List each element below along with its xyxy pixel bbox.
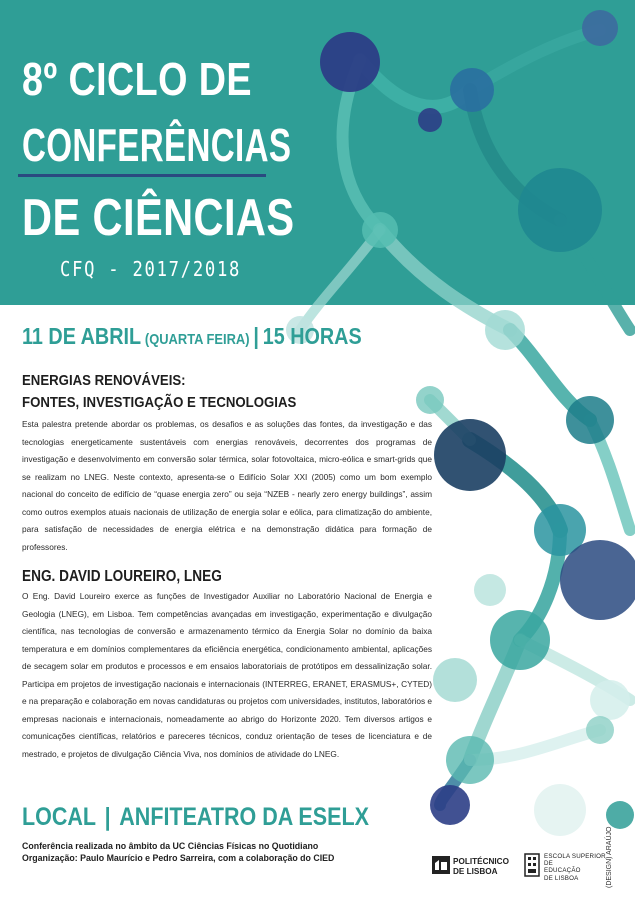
speaker-bio: O Eng. David Loureiro exerce as funções de Investigador Auxiliar no Laboratório Nacional de Energia e Geologia (LNEG), em Lisboa. Tem competências avançadas em investigação, experimentação e divulgação científica, nas tecnologias de conversão e armazenamento térmico da Energia Solar no domínio da baixa temperatura e em domínios complementares da eficiência energética, condicionamento ambiental, aplicações de secagem solar em produtos e processos e em ensaios laboratoriais de protótipos em dessalinização solar. Participa em projetos de investigação nacionais e internacionais (INTERREG, ERANET, ERASMUS+, CYTED) e na preparação e colaboração em novas candidaturas ou projetos com universidades, institutos, laboratórios e empresas nacionais e internacionais, nomeadamente ao abrigo do Horizonte 2020. Tem diversos artigos e comunicações científicas, relatórios e pareceres técnicos, conduz orientação de teses de licenciatura e de mestrado, e projetos de divulgação Ciência Viva, nos domínios de atividade do LNEG. (22, 591, 433, 759)
politecnico-logo-text (453, 857, 509, 876)
venue-label: LOCAL (22, 803, 97, 831)
eselx-logo-text (544, 853, 606, 882)
credit-line-2: Organização: Paulo Maurício e Pedro Sarreira, com a colaboração do CIED (22, 853, 335, 863)
politecnico-line-2: DE LISBOA (453, 866, 498, 876)
talk-abstract: Esta palestra pretende abordar os problemas, os desafios e as soluções das fontes, da investigação e das tecnologias energeticamente sustentáveis com energias renováveis, decorrentes dos programas de investigação e desenvolvimento em conversão solar térmica, solar fotovoltaica, micro-eólica e smart-grids que se realizam no LNEG. Neste contexto, apresenta-se o Edifício Solar XXI (2005) como um bom exemplo nacional do conceito de edifício de “quase energia zero” ou seja “NZEB - nearly zero energy buildings”, assim como outros exemplos atuais nacionais de utilização de energia solar e eólica, para climatização do ambiente, para satisfação de necessidades de energia elétrica e na demonstração didática para formação de professores. (22, 419, 432, 552)
eselx-logo-icon (524, 852, 540, 878)
talk-title-line-2: FONTES, INVESTIGAÇÃO E TECNOLOGIAS (22, 394, 297, 411)
title-line-2: CONFERÊNCIAS (22, 119, 292, 171)
design-credit: (DESIGN) ARAÚJO (606, 826, 613, 888)
title-divider (18, 174, 266, 177)
title-line-1: 8º CICLO DE (22, 53, 252, 105)
talk-title-line-1: ENERGIAS RENOVÁVEIS: (22, 372, 186, 389)
event-weekday: (QUARTA FEIRA) (144, 331, 250, 348)
subtitle: CFQ - 2017/2018 (60, 257, 242, 281)
event-date: 11 DE ABRIL (22, 323, 142, 349)
politecnico-logo (432, 855, 522, 881)
venue-separator: | (104, 803, 111, 831)
venue-line (22, 803, 369, 832)
politecnico-line-1: POLITÉCNICO (453, 857, 509, 866)
eselx-line-3: EDUCAÇÃO (544, 867, 581, 875)
eselx-line-2: DE (544, 860, 553, 868)
eselx-logo (524, 852, 604, 882)
eselx-line-4: DE LISBOA (544, 874, 579, 882)
eselx-line-1: ESCOLA SUPERIOR (544, 853, 606, 860)
politecnico-logo-icon (432, 856, 450, 874)
credit-line-1: Conferência realizada no âmbito da UC Ciências Físicas no Quotidiano (22, 841, 319, 851)
title-line-3: DE CIÊNCIAS (22, 189, 295, 247)
speaker-name: ENG. DAVID LOUREIRO, LNEG (22, 568, 222, 585)
event-separator: | (253, 323, 259, 349)
event-time: 15 HORAS (262, 323, 362, 349)
venue-place: ANFITEATRO DA ESELX (119, 803, 369, 831)
event-date-line (22, 323, 362, 350)
